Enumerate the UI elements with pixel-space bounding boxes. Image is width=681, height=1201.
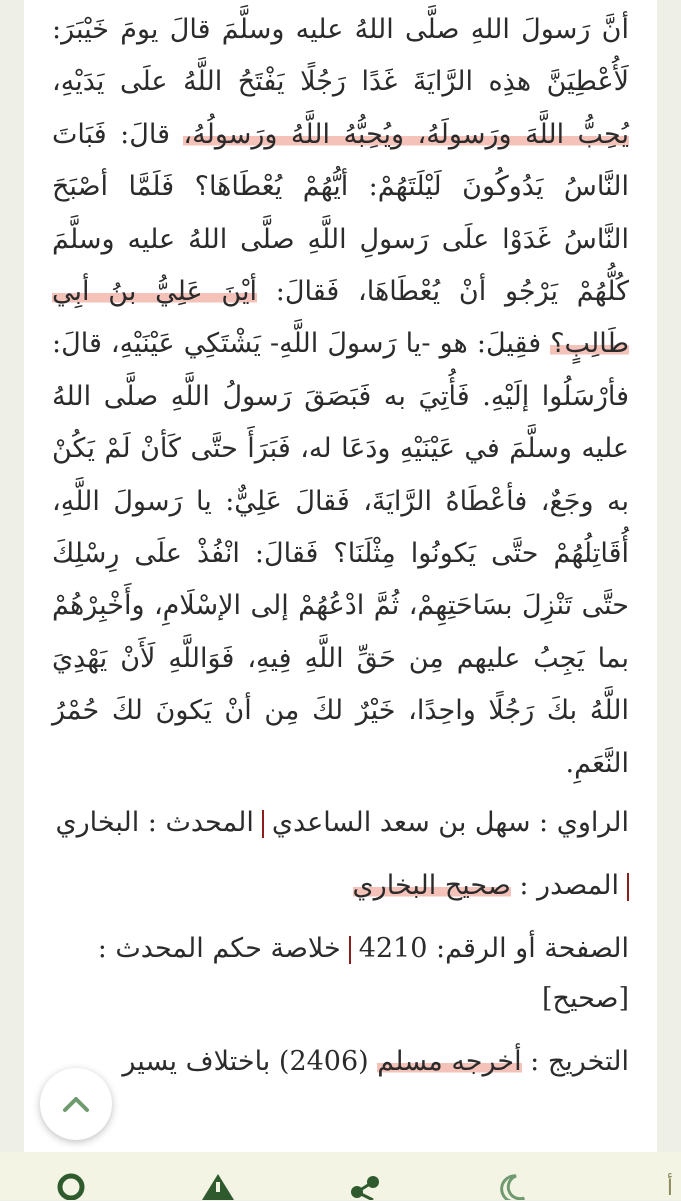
narrator-label: الراوي : <box>530 807 629 839</box>
takhrij-row <box>52 1037 629 1087</box>
separator <box>262 810 264 838</box>
chevron-up-icon <box>61 1094 91 1114</box>
takhrij-label: التخريج : <box>521 1046 629 1078</box>
narrator-row <box>52 798 629 848</box>
search-icon[interactable] <box>54 1172 88 1200</box>
bottom-label-fragment[interactable]: أ <box>666 1176 673 1201</box>
muhaddith-label: المحدث : <box>139 807 254 839</box>
hadith-part-2: قالَ: فَبَاتَ النَّاسُ يَدُوكُونَ لَيْلَتَهُمْ: أيُّهُمْ يُعْطَاهَا؟ فَلَمَّا أصْبَحَ النَّاسُ غَدَوْا علَى رَسولِ اللَّهِ صلَّى اللهُ عليه وسلَّمَ كُلُّهُمْ يَرْجُو أنْ يُعْطَاهَا، فَقالَ: <box>52 118 629 308</box>
highlight-love-allah: يُحِبُّ اللَّهَ ورَسولَهُ، ويُحِبُّهُ اللَّهُ ورَسولُهُ، <box>183 118 630 150</box>
moon-icon[interactable] <box>494 1172 528 1200</box>
hadith-paragraph <box>52 4 629 790</box>
source-row <box>52 861 629 911</box>
page-label: الصفحة أو الرقم: <box>427 933 629 965</box>
left-margin <box>0 0 24 1200</box>
separator <box>349 936 351 964</box>
muhaddith-value[interactable]: البخاري <box>55 807 140 839</box>
highlight-ali: أيْنَ عَلِيُّ بنُ أبِي طَالِبٍ؟ <box>52 276 629 360</box>
separator <box>627 873 629 901</box>
hadith-text <box>52 4 629 790</box>
ruling-value: [صحيح] <box>542 983 629 1015</box>
hadith-part-3: فقِيلَ: هو -يا رَسولَ اللَّهِ- يَشْتَكِي عَيْنَيْهِ، قالَ: فأرْسَلُوا إلَيْهِ. فَأُتِيَ به فَبَصَقَ رَسولُ اللَّهِ صلَّى اللهُ عليه وسلَّمَ في عَيْنَيْهِ ودَعَا له، فَبَرَأَ حتَّى كَأنْ لَمْ يَكُنْ به وجَعٌ، فأعْطَاهُ الرَّايَةَ، فَقالَ عَلِيٌّ: يا رَسولَ اللَّهِ، أُقَاتِلُهُمْ حتَّى يَكونُوا مِثْلَنَا؟ فَقالَ: انْفُذْ علَى رِسْلِكَ حتَّى تَنْزِلَ بسَاحَتِهِمْ، ثُمَّ ادْعُهُمْ إلى الإسْلَامِ، وأَخْبِرْهُمْ بما يَجِبُ عليهم مِن حَقِّ اللَّهِ فِيهِ، فَوَاللَّهِ لَأَنْ يَهْدِيَ اللَّهُ بكَ رَجُلًا واحِدًا، خَيْرٌ لكَ مِن أنْ يَكونَ لكَ حُمْرُ النَّعَمِ. <box>52 328 629 779</box>
source-value[interactable]: صحيح البخاري <box>352 870 511 902</box>
hadith-metadata <box>52 798 629 1087</box>
narrator-value[interactable]: سهل بن سعد الساعدي <box>271 807 531 839</box>
takhrij-rest: (2406) باختلاف يسير <box>122 1046 378 1078</box>
scroll-to-top-button[interactable] <box>40 1068 112 1140</box>
warning-icon[interactable] <box>200 1172 236 1200</box>
bottom-action-bar <box>0 1152 681 1200</box>
ruling-label: خلاصة حكم المحدث : <box>97 933 341 965</box>
hadith-part-1: أنَّ رَسولَ اللهِ صلَّى اللهُ عليه وسلَّمَ قالَ يومَ خَيْبَرَ: لَأُعْطِيَنَّ هذِه الرَّايَةَ غَدًا رَجُلًا يَفْتَحُ اللَّهُ علَى يَدَيْهِ، <box>52 14 629 98</box>
source-label: المصدر : <box>510 870 619 902</box>
page-value: 4210 <box>358 933 428 965</box>
share-icon[interactable] <box>348 1172 382 1200</box>
page-row <box>52 924 629 1024</box>
right-margin <box>657 0 681 1200</box>
hadith-card <box>24 0 657 1152</box>
takhrij-highlight: أخرجه مسلم <box>377 1046 522 1078</box>
